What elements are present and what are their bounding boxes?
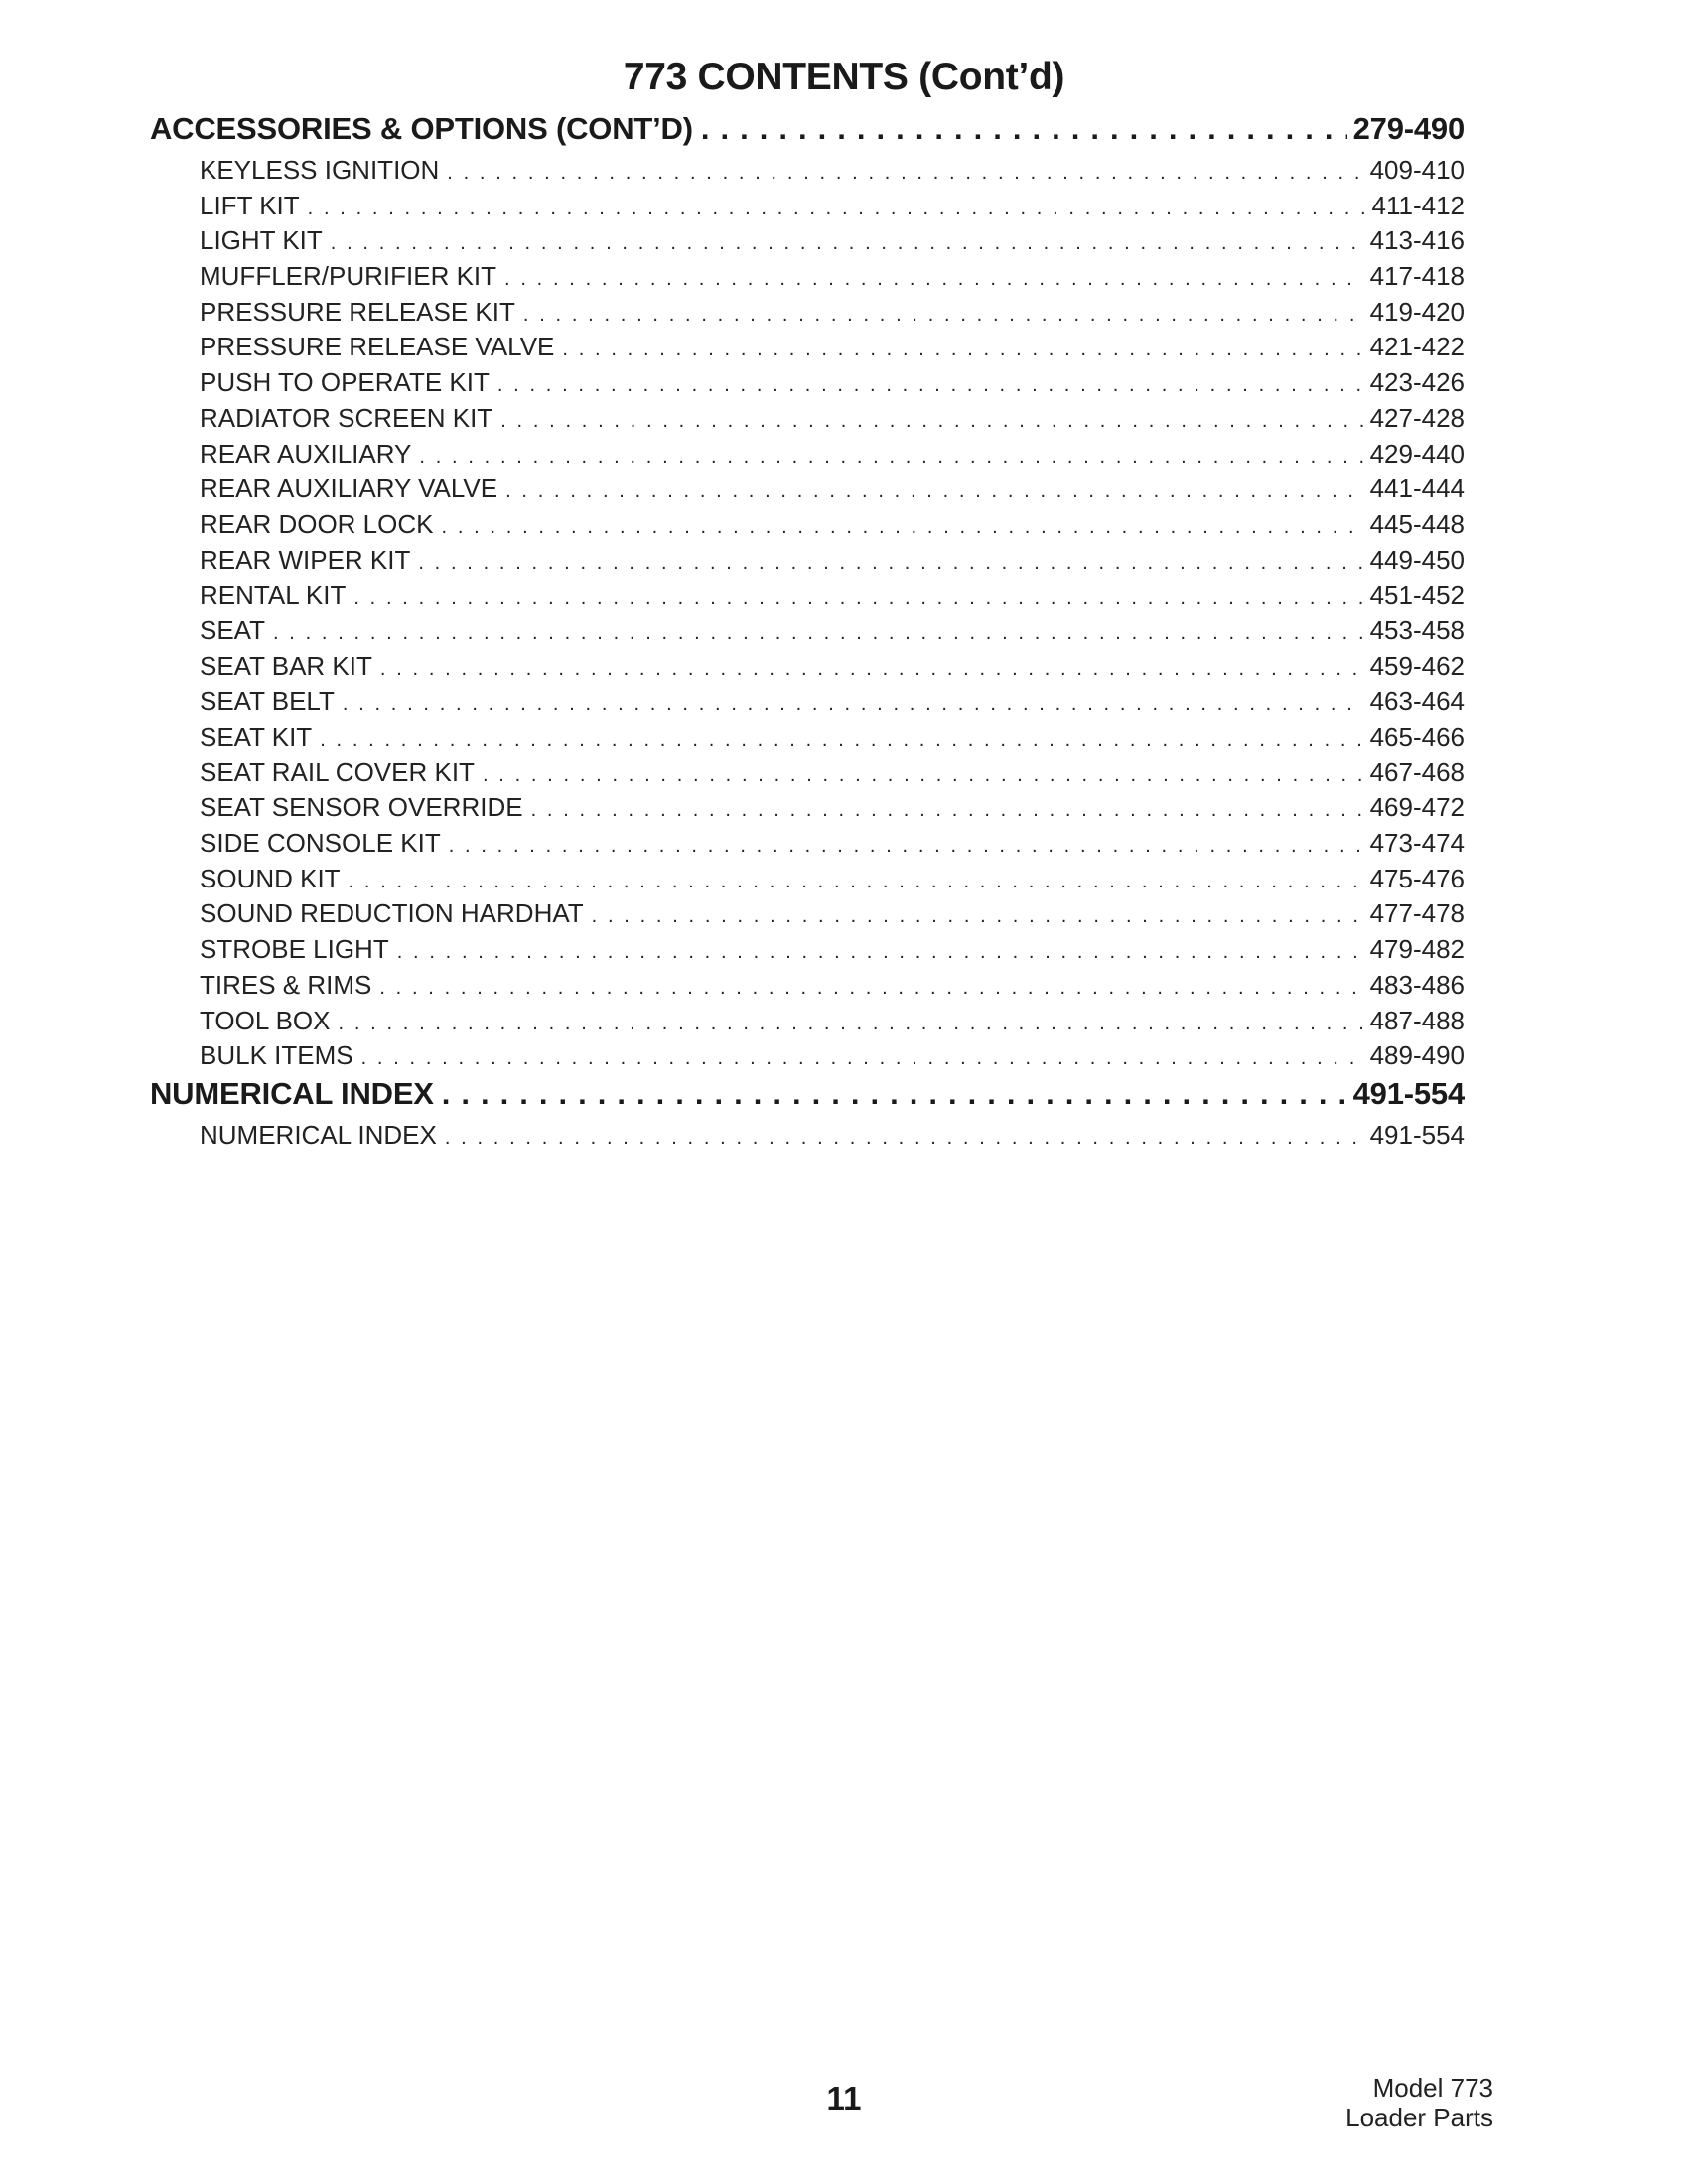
toc-item-pages: 427-428: [1369, 402, 1465, 433]
toc-item-label: PUSH TO OPERATE KIT: [200, 367, 490, 398]
toc-item[interactable]: [150, 1006, 1465, 1041]
dot-leader: [442, 509, 1364, 540]
toc-item-label: REAR WIPER KIT: [200, 544, 411, 575]
dot-leader: [353, 580, 1363, 611]
toc-item-pages: 423-426: [1369, 367, 1465, 398]
toc-item-label: PRESSURE RELEASE VALVE: [200, 332, 555, 362]
toc-item-pages: 483-486: [1369, 969, 1465, 1000]
toc-item-label: SIDE CONSOLE KIT: [200, 828, 441, 859]
dot-leader: [592, 898, 1364, 929]
toc-item-label: SOUND KIT: [200, 863, 341, 893]
dot-leader: [320, 722, 1363, 752]
toc-item[interactable]: [150, 1040, 1465, 1076]
toc-item-label: REAR AUXILIARY: [200, 438, 412, 469]
toc-item-label: TOOL BOX: [200, 1005, 331, 1035]
toc-item-list: [150, 155, 1465, 1076]
dot-leader: [531, 792, 1364, 823]
footer-model: Model 773: [1372, 2073, 1493, 2103]
toc-item-label: BULK ITEMS: [200, 1040, 353, 1071]
dot-leader: [562, 332, 1363, 362]
toc-item[interactable]: [150, 828, 1465, 864]
toc-item[interactable]: [150, 898, 1465, 934]
dot-leader: [523, 297, 1364, 328]
toc-item[interactable]: [150, 864, 1465, 899]
dot-leader: [419, 439, 1363, 470]
toc-item-label: SEAT BELT: [200, 686, 335, 717]
toc-item-pages: 409-410: [1369, 155, 1465, 185]
toc-item-pages: 429-440: [1369, 438, 1465, 469]
toc-item[interactable]: [150, 367, 1465, 403]
dot-leader: [449, 828, 1364, 859]
toc-item-pages: 451-452: [1369, 580, 1465, 611]
dot-leader: [380, 651, 1364, 682]
toc-item-pages: 489-490: [1369, 1040, 1465, 1071]
dot-leader: [442, 1076, 1347, 1112]
dot-leader: [339, 1006, 1364, 1036]
toc-item-label: SEAT KIT: [200, 722, 313, 751]
toc-item-label: MUFFLER/PURIFIER KIT: [200, 261, 497, 292]
footer-subtitle: Loader Parts: [1345, 2103, 1493, 2132]
toc-item-label: KEYLESS IGNITION: [200, 155, 440, 185]
toc-item[interactable]: [150, 155, 1465, 191]
toc-item-label: RADIATOR SCREEN KIT: [200, 402, 493, 433]
toc-item[interactable]: [150, 722, 1465, 757]
section-pages: 491-554: [1352, 1075, 1465, 1111]
toc-item-pages: 413-416: [1369, 225, 1465, 256]
dot-leader: [500, 403, 1363, 434]
toc-item[interactable]: [150, 615, 1465, 651]
toc-item[interactable]: [150, 509, 1465, 545]
toc-item-label: NUMERICAL INDEX: [200, 1119, 437, 1150]
toc-item-label: TIRES & RIMS: [200, 969, 372, 1000]
toc-item[interactable]: [150, 792, 1465, 828]
toc-item-label: REAR AUXILIARY VALVE: [200, 474, 498, 504]
toc-item-label: SEAT BAR KIT: [200, 650, 372, 681]
toc-item-label: SEAT SENSOR OVERRIDE: [200, 792, 523, 823]
toc-item[interactable]: [150, 474, 1465, 509]
toc-item-pages: 449-450: [1369, 544, 1465, 575]
toc-item-pages: 473-474: [1369, 828, 1465, 859]
toc-item-pages: 453-458: [1369, 614, 1465, 645]
toc-item[interactable]: [150, 439, 1465, 475]
dot-leader: [504, 261, 1364, 292]
toc-item[interactable]: [150, 403, 1465, 439]
toc-item-pages: 479-482: [1369, 934, 1465, 965]
toc-item-pages: 467-468: [1369, 756, 1465, 787]
toc-item-label: SEAT RAIL COVER KIT: [200, 756, 475, 787]
dot-leader: [701, 111, 1347, 147]
toc-item[interactable]: [150, 191, 1465, 226]
toc-item[interactable]: [150, 1120, 1465, 1156]
toc-item-label: SOUND REDUCTION HARDHAT: [200, 898, 584, 929]
toc-item-pages: 475-476: [1369, 863, 1465, 893]
toc-item-pages: 477-478: [1369, 898, 1465, 929]
toc-item-pages: 411-412: [1371, 190, 1465, 220]
dot-leader: [343, 686, 1364, 717]
dot-leader: [331, 225, 1364, 256]
toc-item-pages: 487-488: [1369, 1005, 1465, 1035]
toc-item-label: STROBE LIGHT: [200, 934, 389, 965]
dot-leader: [505, 474, 1363, 504]
page-number: 11: [826, 2080, 862, 2116]
section-label: ACCESSORIES & OPTIONS (CONT’D): [150, 111, 693, 146]
toc-item[interactable]: [150, 332, 1465, 367]
section-label: NUMERICAL INDEX: [150, 1075, 434, 1111]
toc-section-accessories[interactable]: [150, 111, 1465, 155]
toc-item[interactable]: [150, 934, 1465, 970]
dot-leader: [349, 864, 1364, 894]
dot-leader: [418, 545, 1363, 576]
toc-item[interactable]: [150, 651, 1465, 687]
toc-item-pages: 445-448: [1369, 508, 1465, 539]
toc-item-pages: 421-422: [1369, 332, 1465, 362]
dot-leader: [497, 367, 1364, 398]
toc-item[interactable]: [150, 261, 1465, 297]
toc-item-label: REAR DOOR LOCK: [200, 508, 434, 539]
section-pages: 279-490: [1352, 111, 1465, 146]
dot-leader: [379, 970, 1363, 1001]
toc-item-label: PRESSURE RELEASE KIT: [200, 296, 515, 327]
dot-leader: [397, 934, 1364, 965]
toc-item-label: LIFT KIT: [200, 190, 300, 220]
toc-item-pages: 459-462: [1369, 650, 1465, 681]
table-of-contents: [150, 111, 1465, 1156]
toc-item-pages: 469-472: [1369, 792, 1465, 823]
toc-item-pages: 419-420: [1369, 296, 1465, 327]
toc-item[interactable]: [150, 545, 1465, 581]
toc-item-pages: 491-554: [1369, 1119, 1465, 1150]
dot-leader: [445, 1120, 1364, 1151]
toc-item[interactable]: [150, 970, 1465, 1006]
toc-section-numerical-index[interactable]: [150, 1076, 1465, 1120]
toc-item-pages: 463-464: [1369, 686, 1465, 717]
dot-leader: [483, 757, 1364, 788]
page-title: 773 CONTENTS (Cont’d): [623, 56, 1065, 98]
toc-item-pages: 417-418: [1369, 261, 1465, 292]
dot-leader: [361, 1040, 1364, 1071]
toc-item-list: [150, 1120, 1465, 1156]
toc-item[interactable]: [150, 757, 1465, 793]
toc-item-pages: 465-466: [1369, 722, 1465, 751]
toc-item[interactable]: [150, 297, 1465, 333]
toc-item[interactable]: [150, 580, 1465, 615]
toc-item[interactable]: [150, 225, 1465, 261]
toc-item[interactable]: [150, 686, 1465, 722]
dot-leader: [273, 615, 1364, 646]
toc-item-label: RENTAL KIT: [200, 580, 347, 611]
toc-item-pages: 441-444: [1369, 474, 1465, 504]
toc-item-label: SEAT: [200, 614, 265, 645]
dot-leader: [308, 191, 1366, 221]
toc-item-label: LIGHT KIT: [200, 225, 323, 256]
footer-model-info: [1345, 2073, 1493, 2132]
dot-leader: [447, 155, 1363, 186]
